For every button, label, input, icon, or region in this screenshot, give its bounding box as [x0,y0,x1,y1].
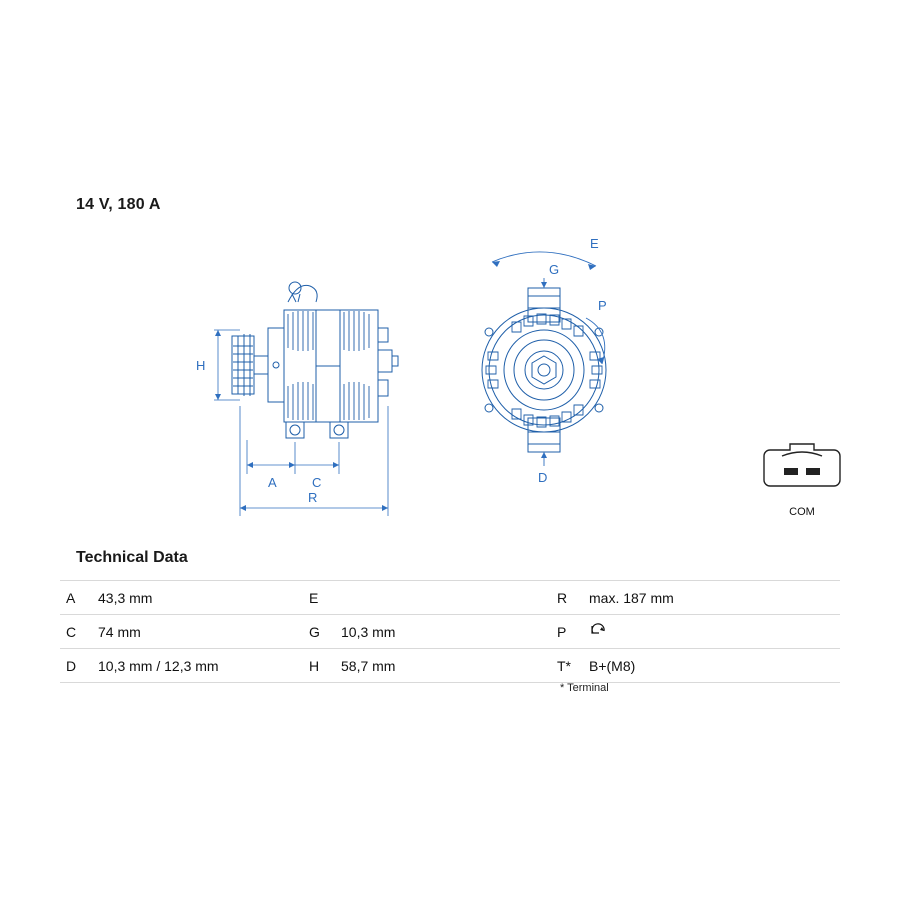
dimension-label-D: D [538,470,548,485]
technical-data-heading: Technical Data [76,549,188,566]
tech-value-p [583,615,840,649]
connector-plug-icon [752,432,852,502]
tech-value-t: B+(M8) [583,649,840,683]
technical-data-table [60,580,840,683]
tech-key-p: P [551,615,583,649]
connector-symbol [752,432,852,522]
tech-value-e [335,581,551,615]
dimension-label-H: H [196,358,206,373]
tech-key-d: D [60,649,92,683]
dimension-label-E: E [590,236,599,251]
tech-value-d: 10,3 mm / 12,3 mm [92,649,303,683]
side-view-drawing [196,282,398,516]
rotation-direction-icon [589,621,609,642]
tech-key-r: R [551,581,583,615]
tech-value-a: 43,3 mm [92,581,303,615]
dimension-label-R: R [308,490,318,505]
dimension-label-P: P [598,298,607,313]
tech-key-c: C [60,615,92,649]
dimension-label-A: A [268,475,277,490]
tech-key-g: G [303,615,335,649]
tech-value-c: 74 mm [92,615,303,649]
tech-value-h: 58,7 mm [335,649,551,683]
tech-key-h: H [303,649,335,683]
dimension-label-G: G [549,262,560,277]
connector-label: COM [789,506,815,518]
tech-key-a: A [60,581,92,615]
tech-key-e: E [303,581,335,615]
front-view-drawing [482,236,607,485]
product-spec-title: 14 V, 180 A [76,196,161,213]
table-row [60,649,840,683]
table-footnote: * Terminal [560,682,609,694]
dimension-label-C: C [312,475,322,490]
table-row [60,615,840,649]
table-row [60,581,840,615]
tech-value-r: max. 187 mm [583,581,840,615]
tech-value-g: 10,3 mm [335,615,551,649]
tech-key-t: T* [551,649,583,683]
